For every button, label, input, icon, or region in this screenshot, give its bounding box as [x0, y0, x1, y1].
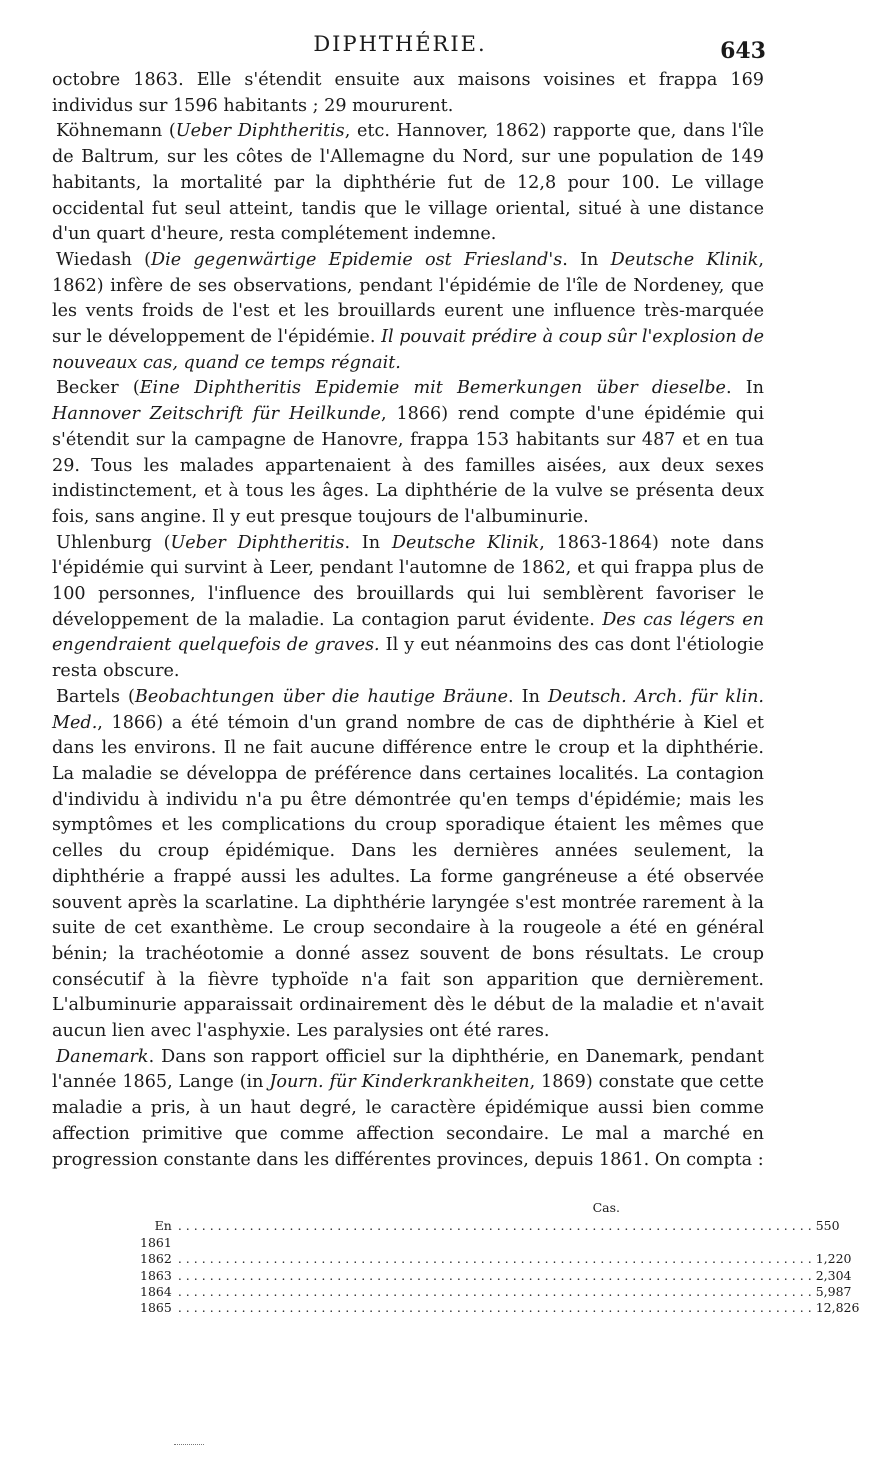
table-row	[140, 1284, 852, 1300]
text-run: Bartels (	[56, 686, 135, 707]
italic-text: Eine Diphtheritis Epidemie mit Bemerkungen über dieselbe	[139, 378, 726, 399]
row-cases: 1,220	[815, 1251, 852, 1267]
table-row	[140, 1251, 852, 1267]
paragraph	[52, 68, 764, 119]
text-run: , 1869) constate que cette maladie a pris, à un haut degré, le caractère épidémique aussi bien comme affection primitive que comme affection secondaire. Le mal a marché en progression constante dans les différentes provinces, depuis 1861. On compta :	[52, 1072, 764, 1170]
italic-text: Il pouvait prédire à coup sûr l'explosion de nouveaux cas, quand ce temps régnait.	[52, 327, 764, 373]
row-cases: 5,987	[815, 1284, 852, 1300]
row-year: 1863	[140, 1267, 172, 1283]
italic-text: Deutsche Klinik	[391, 532, 540, 553]
cases-column-header: Cas.	[592, 1200, 620, 1215]
row-year: En 1861	[140, 1218, 172, 1250]
text-run: . In	[344, 532, 392, 553]
row-cases: 2,304	[815, 1267, 852, 1283]
paragraph	[52, 1045, 764, 1174]
text-run: , 1862) infère de ses observations, pendant l'épidémie de l'île de Nordeney, que les vents froids de l'est et les brouillards eurent une influence très-marquée sur le développement de l'épidémie.	[52, 249, 764, 348]
italic-text: Deutsche Klinik	[610, 249, 759, 270]
text-run: , 1866) rend compte d'une épidémie qui s'étendit sur la campagne de Hanovre, frappa 153 habitants sur 487 et en tua 29. Tous les malades appartenaient à des familles aisées, aux deux sexes indistinctement, et à tous les âges. La diphthérie de la vulve se présenta deux fois, sans angine. Il y eut presque toujours de l'albuminurie.	[52, 404, 764, 527]
text-run: . Dans son rapport officiel sur la diphthérie, en Danemark, pendant l'année 1865, Lange (in	[52, 1046, 764, 1093]
table-row	[140, 1300, 860, 1316]
text-run: . In	[725, 378, 765, 399]
text-run: , 1863-1864) note dans l'épidémie qui survint à Leer, pendant l'automne de 1862, et qui frappa plus de 100 personnes, l'influence des brouillards qui lui semblèrent favoriser le développement de la maladie. La contagion parut évidente.	[52, 532, 764, 630]
italic-text: Die gegenwärtige Epidemie ost Friesland's	[151, 249, 563, 270]
paragraph	[52, 531, 764, 685]
italic-text: Hannover Zeitschrift für Heilkunde	[52, 404, 381, 425]
row-year: 1864	[140, 1284, 172, 1300]
table-row	[140, 1267, 852, 1284]
paragraph	[52, 376, 764, 530]
leader-dots: ................................................................................	[177, 1284, 816, 1300]
paragraph	[52, 248, 764, 377]
text-run: , etc. Hannover, 1862) rapporte que, dans l'île de Baltrum, sur les côtes de l'Allemagne du Nord, sur une population de 149 habitants, la mortalité par la diphthérie fut de 12,8 pour 100. Le village occidental fut seul atteint, tandis que le village oriental, situé à une distance d'un quart d'heure, resta complétement indemne.	[52, 121, 765, 245]
row-year: 1865	[140, 1300, 172, 1316]
leader-dots: ................................................................................	[177, 1251, 816, 1267]
table-row	[140, 1218, 840, 1251]
leader-dots: ................................................................................	[177, 1300, 816, 1316]
text-run: . In	[562, 249, 611, 270]
text-run: Wiedash (	[56, 249, 152, 270]
italic-text: Beobachtungen über die hautige Bräune	[134, 686, 508, 707]
text-run: . In	[508, 686, 549, 707]
text-run: octobre 1863. Elle s'étendit ensuite aux maisons voisines et frappa 169 individus sur 1596 habitants ; 29 moururent.	[52, 70, 764, 116]
italic-text: Deutsch. Arch. für klin. Med.	[52, 686, 764, 733]
text-run: Il y eut néanmoins des cas dont l'étiologie resta obscure.	[52, 635, 764, 682]
italic-text: Danemark	[56, 1046, 149, 1067]
row-cases: 12,826	[815, 1300, 860, 1316]
row-cases: 550	[815, 1218, 840, 1234]
footer-mark	[174, 1438, 204, 1445]
italic-text: Ueber Diphtheritis	[170, 532, 345, 553]
leader-dots: ................................................................................	[177, 1267, 816, 1283]
text-run: Becker (	[56, 378, 140, 399]
leader-dots: ................................................................................	[177, 1218, 816, 1234]
italic-text: Ueber Diphtheritis	[175, 121, 345, 142]
running-head: DIPHTHÉRIE.	[313, 32, 487, 56]
body-text	[52, 68, 764, 1173]
paragraph	[52, 685, 764, 1045]
text-run: , 1866) a été témoin d'un grand nombre de cas de diphthérie à Kiel et dans les environs. Il ne fait aucune différence entre le croup et la diphthérie. La maladie se développa de préférence dans certaines localités. La contagion d'individu à individu n'a pu être démontrée qu'en temps d'épidémie; mais les symptômes et les complications du croup sporadique étaient les mêmes que celles du croup épidémique. Dans les dernières années seulement, la diphthérie a frappé aussi les adultes. La forme gangréneuse a été observée souvent après la scarlatine. La diphthérie laryngée s'est montrée rarement à la suite de cet exanthème. Le croup secondaire à la rougeole a été en général bénin; la trachéotomie a donné assez souvent de bons résultats. Le croup consécutif à la fièvre typhoïde n'a fait son apparition que dernièrement. L'albuminurie apparaissait ordinairement dès le début de la maladie et n'avait aucun lien avec l'asphyxie. Les paralysies ont été rares.	[52, 712, 764, 1042]
text-run: Uhlenburg (	[56, 532, 171, 553]
text-run: Köhnemann (	[56, 121, 176, 142]
row-year: 1862	[140, 1251, 172, 1267]
cases-table	[140, 1200, 860, 1317]
italic-text: Des cas légers en engendraient quelquefois de graves.	[52, 609, 764, 656]
cases-rows	[140, 1218, 860, 1316]
paragraph	[52, 119, 764, 248]
italic-text: Journ. für Kinderkrankheiten	[269, 1072, 530, 1093]
page-header	[0, 28, 800, 64]
page-number: 643	[720, 38, 766, 64]
